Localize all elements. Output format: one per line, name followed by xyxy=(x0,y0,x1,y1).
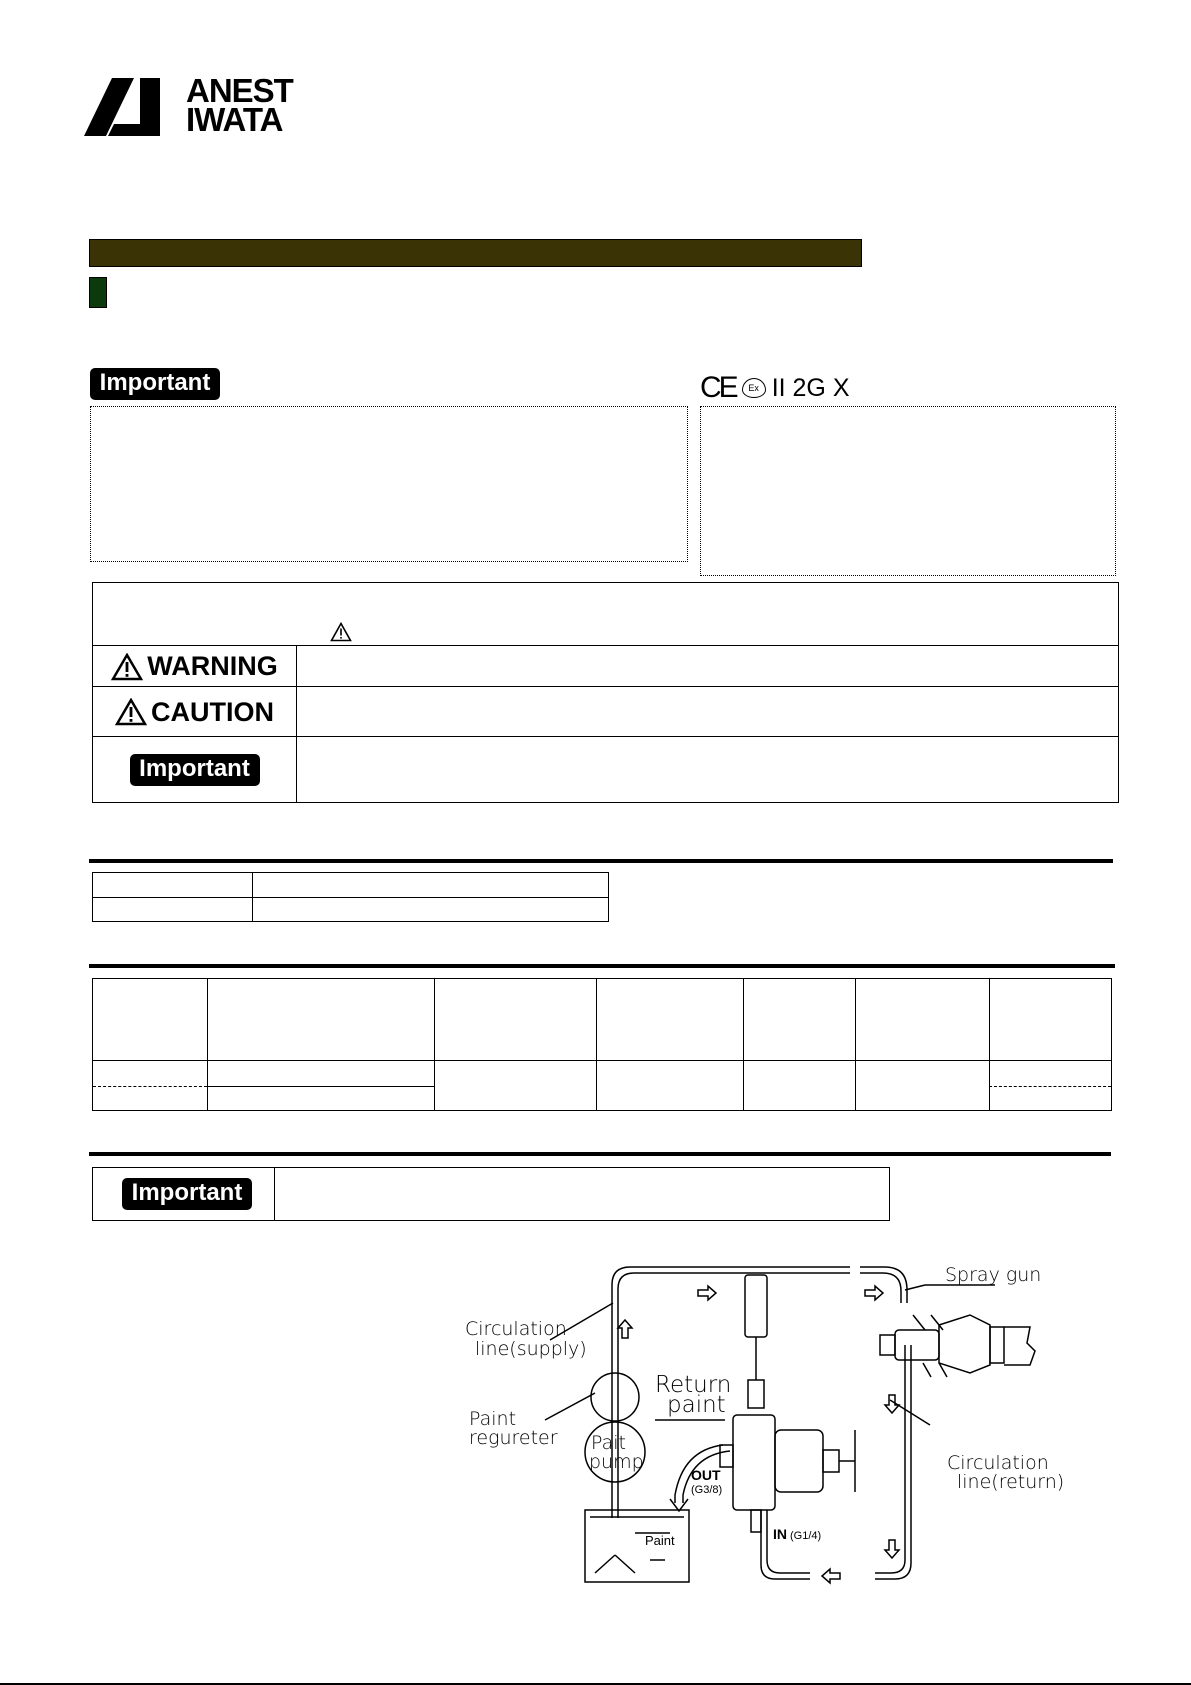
label-return-paint-1: Return xyxy=(655,1372,732,1398)
label-paint-regulator-2: regureter xyxy=(469,1427,558,1449)
label-circulation-return-1: Circulation xyxy=(947,1452,1049,1474)
logo-line-1: ANEST xyxy=(186,72,293,109)
label-pump-1: Pait xyxy=(591,1432,626,1454)
label-spray-gun: Spray gun xyxy=(945,1264,1042,1286)
label-paint-tank: Paint xyxy=(645,1533,675,1548)
alert-symbol-icon xyxy=(330,622,352,642)
label-in: IN xyxy=(773,1526,787,1542)
row-divider xyxy=(93,897,608,898)
row-divider-dashed xyxy=(989,1086,1111,1087)
important-badge-note: Important xyxy=(122,1178,252,1210)
col-divider xyxy=(274,1168,275,1220)
col-divider xyxy=(207,979,208,1110)
caution-text: CAUTION xyxy=(151,696,274,727)
col-divider xyxy=(989,979,990,1110)
label-out: OUT xyxy=(691,1467,721,1483)
ce-notice-box xyxy=(700,406,1116,576)
caution-row xyxy=(93,686,1118,737)
logo-wordmark xyxy=(186,72,293,138)
subtitle-marker xyxy=(89,277,107,308)
installation-diagram xyxy=(455,1255,1095,1585)
col-divider xyxy=(434,979,435,1110)
warning-text: WARNING xyxy=(147,651,278,681)
important-row xyxy=(93,736,1118,802)
header-divider xyxy=(93,1060,1111,1061)
specifications-table xyxy=(92,978,1112,1111)
section-rule-2 xyxy=(89,964,1115,968)
signal-words-table xyxy=(92,582,1119,803)
important-badge: Important xyxy=(90,368,220,400)
warning-label xyxy=(111,651,278,682)
warning-row xyxy=(93,645,1118,687)
label-paint-regulator-1: Paint xyxy=(469,1408,517,1430)
warning-cell xyxy=(93,646,297,687)
column-divider xyxy=(252,873,253,921)
model-table xyxy=(92,872,609,922)
caution-cell xyxy=(93,687,297,737)
section-rule-1 xyxy=(89,859,1113,863)
important-cell xyxy=(93,737,297,802)
important-row-badge: Important xyxy=(130,754,260,786)
caution-label xyxy=(115,697,274,728)
label-in-spec: (G1/4) xyxy=(790,1530,822,1542)
label-circulation-supply-2: line(supply) xyxy=(475,1338,587,1360)
important-notice-box xyxy=(90,406,688,562)
document-title-bar xyxy=(89,239,862,267)
col-divider xyxy=(855,979,856,1110)
row-divider-dashed xyxy=(93,1086,207,1087)
label-pump-2: pump xyxy=(589,1451,644,1473)
atex-group: II 2G X xyxy=(771,374,850,402)
caution-icon xyxy=(115,698,147,726)
col-divider xyxy=(743,979,744,1110)
label-circulation-return-2: line(return) xyxy=(957,1471,1065,1493)
ce-atex-marking xyxy=(700,373,850,403)
label-circulation-supply-1: Circulation xyxy=(465,1318,567,1340)
ex-icon: Ex xyxy=(742,378,766,398)
warning-icon xyxy=(111,653,143,681)
logo-line-2: IWATA xyxy=(186,101,283,138)
label-out-spec: (G3/8) xyxy=(691,1484,723,1496)
section-rule-3 xyxy=(89,1152,1111,1156)
label-return-paint-2: paint xyxy=(667,1392,726,1418)
col-divider xyxy=(596,979,597,1110)
ce-mark: CE xyxy=(700,371,736,404)
row-divider xyxy=(207,1086,434,1087)
